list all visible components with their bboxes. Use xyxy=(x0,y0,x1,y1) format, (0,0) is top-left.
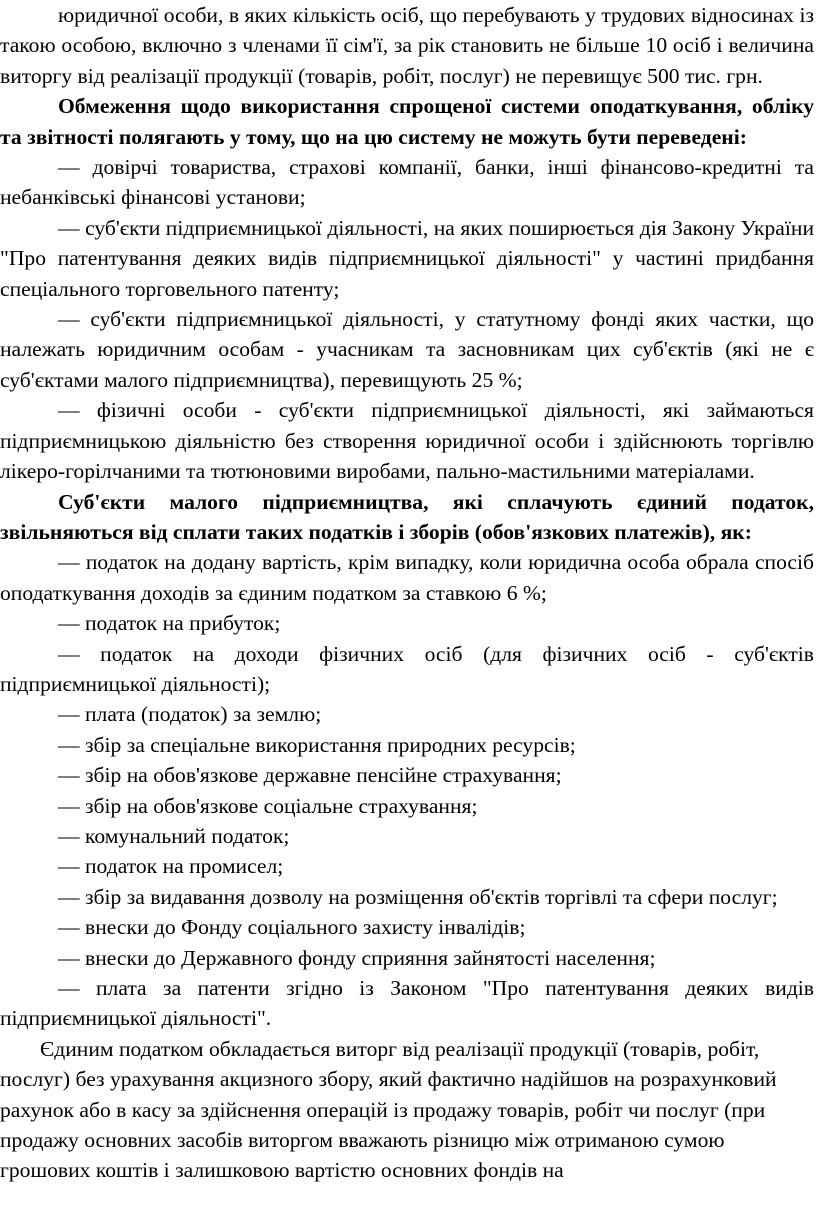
heading-restrictions: Обмеження щодо використання спрощеної системи оподаткування, обліку та звітності полягають у тому, що на цю систему не можуть бути переведені: xyxy=(0,94,814,149)
list-item-trusts: — довірчі товариства, страхові компанії, банки, інші фінансово-кредитні та небанківські фінансові установи; xyxy=(0,155,814,210)
heading-exemptions: Суб'єкти малого підприємництва, які сплачують єдиний податок, звільняються від сплати таких податків і зборів (обов'язкових платежів), як: xyxy=(0,489,814,544)
list-item-pension-insurance: — збір на обов'язкове державне пенсійне страхування; xyxy=(58,763,562,788)
list-item-profit-tax: — податок на прибуток; xyxy=(58,611,281,636)
list-item-statutory-fund: — суб'єкти підприємницької діяльності, у статутному фонді яких частки, що належать юридичним особам - учасникам та засновникам цих суб'єктів (які не є суб'єктами малого підприємництва), перевищують 25 %; xyxy=(0,307,814,392)
list-item-vat: — податок на додану вартість, крім випадку, коли юридична особа обрала спосіб оподаткування доходів за єдиним податком за ставкою 6 %; xyxy=(0,550,814,605)
list-item-individuals: — фізичні особи - суб'єкти підприємницької діяльності, які займаються підприємницькою діяльністю без створення юридичної особи і здійснюють торгівлю лікеро-горілчаними та тютюновими виробами, пально-мастильними матеріалами. xyxy=(0,398,814,484)
paragraph-single-tax-base: Єдиним податком обкладається виторг від реалізації продукції (товарів, робіт, послуг) без урахування акцизного збору, який фактично надійшов на розрахунковий рахунок або в касу за здійснення операцій із продажу товарів, робіт чи послуг (при продажу основних засобів виторгом вважають різницю між отриманою сумою грошових коштів і залишковою вартістю основних фондів на xyxy=(0,1036,777,1183)
list-item-patent-fee: — плата за патенти згідно із Законом "Про патентування деяких видів підприємницької діяльності". xyxy=(0,976,814,1031)
list-item-communal-tax: — комунальний податок; xyxy=(58,823,290,848)
list-item-patent-law: — суб'єкти підприємницької діяльності, на яких поширюється дія Закону України "Про патентування деяких видів підприємницької діяльності" у частині придбання спеціального торговельного патенту; xyxy=(0,215,814,301)
list-item-permit-fee: — збір за видавання дозволу на розміщення об'єктів торгівлі та сфери послуг; xyxy=(58,884,778,909)
list-item-social-insurance: — збір на обов'язкове соціальне страхування; xyxy=(58,793,478,818)
list-item-disability-fund: — внески до Фонду соціального захисту інвалідів; xyxy=(58,915,526,940)
list-item-employment-fund: — внески до Державного фонду сприяння зайнятості населення; xyxy=(58,945,656,970)
list-item-income-tax: — податок на доходи фізичних осіб (для фізичних осіб - суб'єктів підприємницької діяльності); xyxy=(0,641,814,696)
list-item-natural-resources: — збір за спеціальне використання природних ресурсів; xyxy=(58,732,576,757)
list-item-trade-tax: — податок на промисел; xyxy=(58,854,284,879)
list-item-land-tax: — плата (податок) за землю; xyxy=(58,702,322,727)
paragraph-intro: юридичної особи, в яких кількість осіб, що перебувають у трудових відносинах із такою особою, включно з членами її сім'ї, за рік становить не більше 10 осіб і величина виторгу від реалізації продукції (товарів, робіт, послуг) не перевищує 500 тис. грн. xyxy=(0,3,814,88)
